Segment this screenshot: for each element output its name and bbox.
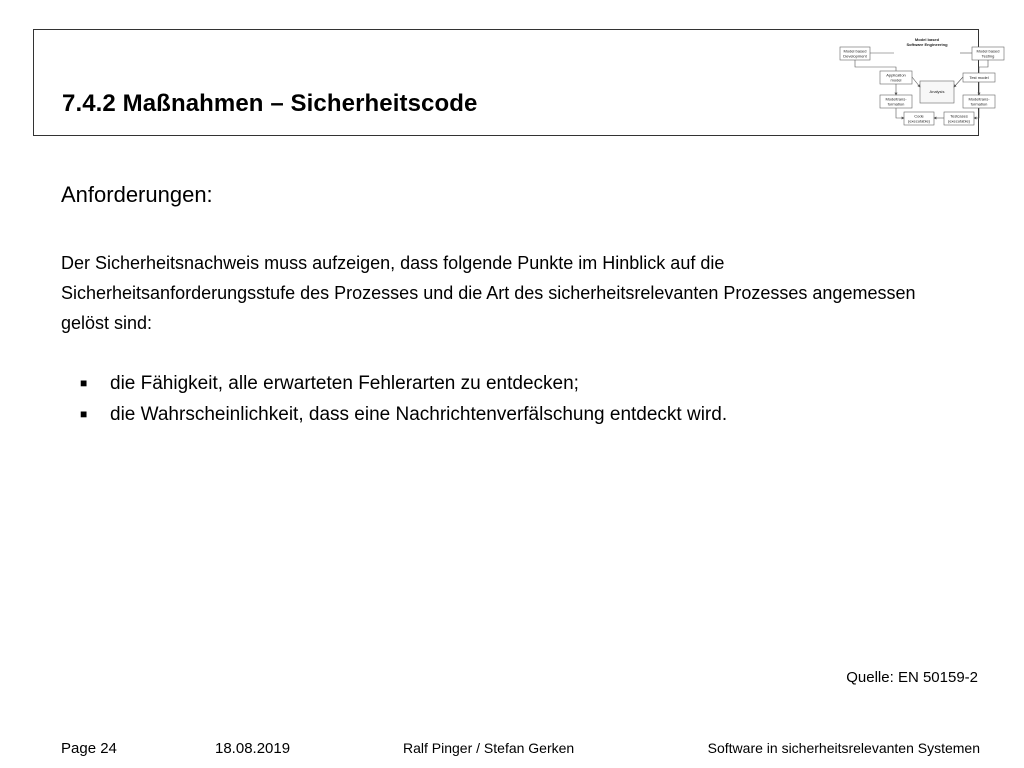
box-left-transform-line1: Modeltrans- <box>885 96 907 102</box>
list-item <box>80 399 727 430</box>
intro-paragraph: Der Sicherheitsnachweis muss aufzeigen, dass folgende Punkte im Hinblick auf die Sicherheitsanforderungsstufe des Prozesses und die Art des sicherheitsrelevanten Prozesses angemessen gelöst sind: <box>61 253 916 333</box>
box-right-transform-line1: Modeltrans- <box>968 96 990 102</box>
list-item <box>80 368 727 399</box>
model-based-se-diagram <box>834 35 1014 130</box>
source-citation: Quelle: EN 50159-2 <box>846 669 978 686</box>
diagram-title-line2: Software Engineering <box>906 42 948 47</box>
box-analysis-label: Analysis <box>929 89 945 94</box>
footer-date: 18.08.2019 <box>215 740 291 757</box>
box-application-model-line1: Application <box>886 72 906 78</box>
box-code-line1: Code <box>914 113 924 119</box>
slide-title: 7.4.2 Maßnahmen – Sicherheitscode <box>62 90 478 117</box>
bullet-square-icon: ■ <box>80 407 88 421</box>
box-mb-development-line1: Model based <box>843 48 867 54</box>
footer-course-title: Software in sicherheitsrelevanten Systemen <box>707 740 980 756</box>
diagram-svg <box>834 35 1014 130</box>
bullet-square-icon: ■ <box>80 376 88 390</box>
box-left-transform-line2: formation <box>887 101 905 107</box>
box-testcases-line1: Testcases <box>950 113 968 119</box>
slide-header <box>33 29 1000 136</box>
box-testcases-line2: (executable) <box>947 118 971 124</box>
diagram-lines <box>855 53 988 73</box>
box-right-transform-line2: formation <box>970 101 988 107</box>
section-heading: Anforderungen: <box>61 182 213 207</box>
list-item-text: die Fähigkeit, alle erwarteten Fehlerarten zu entdecken; <box>110 373 579 394</box>
footer-authors: Ralf Pinger / Stefan Gerken <box>403 740 575 756</box>
box-mb-development-line2: Development <box>843 53 867 59</box>
box-code-line2: (executable) <box>907 118 931 124</box>
footer-page-number: Page 24 <box>61 740 117 757</box>
box-mb-testing-line1: Model based <box>976 48 1000 54</box>
diagram-title-line1: Model based <box>914 37 940 42</box>
list-item-text: die Wahrscheinlichkeit, dass eine Nachrichtenverfälschung entdeckt wird. <box>110 404 728 425</box>
box-mb-testing-line2: Testing <box>981 53 995 59</box>
box-application-model-line2: model <box>890 77 902 83</box>
requirements-list <box>80 368 727 430</box>
box-test-model-label: Test model <box>969 75 989 80</box>
